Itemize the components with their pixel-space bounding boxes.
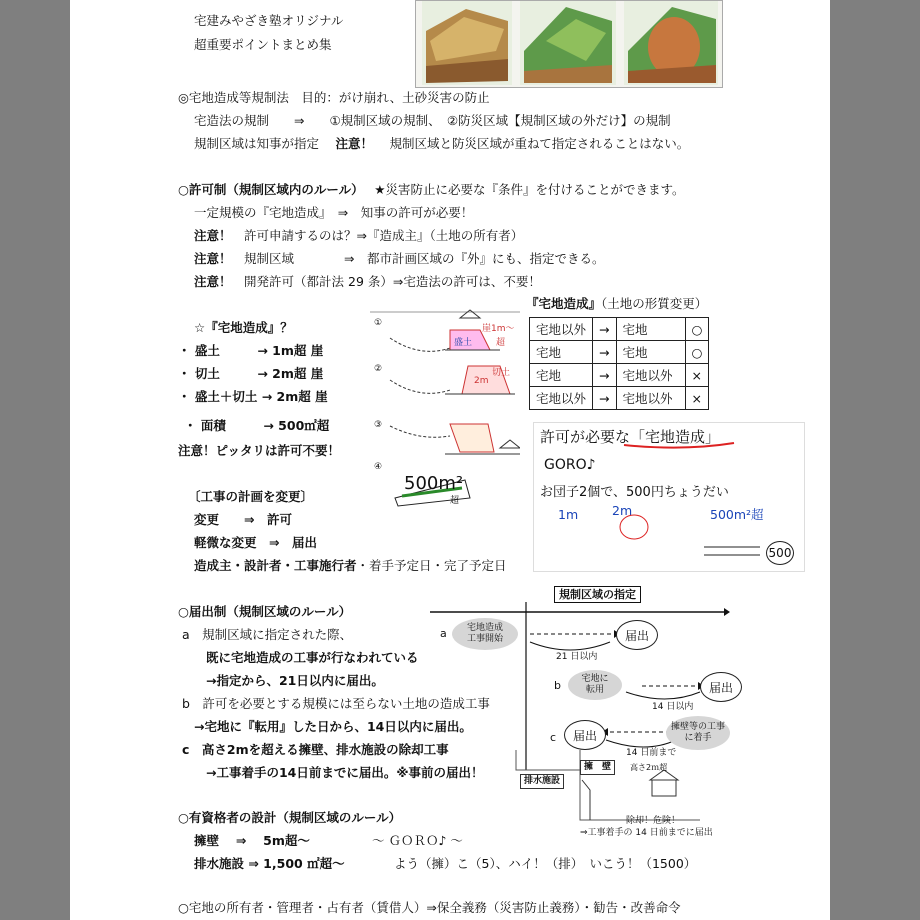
cell-from: 宅地 [530,341,593,364]
diagram-b-convert: 宅地に 転用 [568,670,622,700]
table-row [530,318,709,341]
caution: 注意！ [194,228,232,243]
diagram-a-days: 21 日以内 [556,652,598,662]
henkou-l2: 軽微な変更 ⇒ 届出 [194,535,317,550]
diagram-a-notify: 届出 [616,620,658,650]
sketch-number: ④ [374,462,383,472]
sec1-line2-text: 規制区域は知事が指定 [194,136,320,151]
diagram-wall-height: 高さ2ｍ超 [630,763,668,772]
cell-mark: ○ [685,318,709,341]
hand-2m: 2m [612,503,633,518]
sec2-l1: 一定規模の『宅地造成』 ⇒ 知事の許可が必要！ [194,205,474,220]
diagram-b-notify: 届出 [700,672,742,702]
diagram-c-label: c [550,731,557,744]
zosei-row4: ・ 面積 → 500㎡超 [184,418,330,433]
sketch-label: 盛土 [454,338,473,348]
diagram-note2: ⇒工事着手の 14 日前までに届出 [580,828,713,838]
diagram-c-start: 擁壁等の工事 に着手 [666,716,730,750]
table-title-main: 『宅地造成』 [526,296,602,311]
todoke-c1: c 高さ2mを超える擁壁、排水施設の除却工事 [182,742,449,757]
table-title [526,296,707,312]
diagram-drain: 排水施設 [520,774,564,789]
sketch-label: 超 [450,496,460,506]
henkou-l1: 変更 ⇒ 許可 [194,512,292,527]
sec2-title [178,182,685,198]
zosei-row2: ・ 切土 → 2m超 崖 [178,366,324,381]
diagram-b-label: b [554,679,561,692]
caution: 注意！ [194,251,232,266]
todoke-b1: b 許可を必要とする規模には至らない土地の造成工事 [182,696,490,711]
sec1-title: ◎宅地造成等規制法 目的：がけ崩れ、土砂災害の防止 [178,90,490,105]
hand-mnemonic: お団子2個で、500円ちょうだい [540,485,729,500]
cell-from: 宅地 [530,364,593,387]
sketch-label: 切土 [492,368,511,378]
hand-500: 500m²超 [710,507,764,522]
henkou-title: 〔工事の計画を変更〕 [188,489,314,504]
footer-line: ○宅地の所有者・管理者・占有者（賃借人）⇒保全義務（災害防止義務）・勧告・改善命令 [178,900,681,915]
sec2-l4 [194,274,541,290]
todoke-a1: a 規制区域に指定された際、 [182,627,353,642]
viewer-margin-left [0,0,70,920]
cell-from: 宅地以外 [530,387,593,410]
sec1-caution: 注意！ [335,136,374,151]
todoke-a3: →指定から、21日以内に届出。 [206,673,384,688]
hand-1m: 1m [558,507,579,522]
cell-mark: × [685,387,709,410]
hand-title: 許可が必要な「宅地造成」 [540,428,721,446]
sketch-area-label: 500m² [404,473,464,494]
shikaku-l2: 排水施設 ⇒ 1,500 ㎡超～ [194,856,345,871]
diagram-a-label: a [440,627,447,640]
diagram-header: 規制区域の指定 [554,586,641,603]
shikaku-l1: 擁壁 ⇒ 5m超～ [194,833,310,848]
sketch-label: 超 [496,338,506,348]
todoke-b2: →宅地に『転用』した日から、14日以内に届出。 [194,719,472,734]
cell-mark: × [685,364,709,387]
header-line1: 宅建みやざき塾オリジナル [194,13,344,28]
todoke-a2: 既に宅地造成の工事が行なわれている [206,650,419,665]
hand-circle-500: 500 [766,541,794,565]
henkou-l3 [194,558,507,574]
table-row [530,341,709,364]
diagram-b-days: 14 日以内 [652,702,694,712]
diagram-a-start: 宅地造成 工事開始 [452,618,518,650]
cell-from: 宅地以外 [530,318,593,341]
sec2-title-text: ○許可制（規制区域内のルール） [178,182,358,197]
sec1-line2-rest: 規制区域と防災区域が重ねて指定されることはない。 [389,136,690,151]
diagram-note1: 除却！危険！ [626,816,681,826]
sketch-label: 崖1m～ [482,324,515,334]
viewer-margin-right [830,0,920,920]
diagram-c-days: 14 日前まで [626,748,677,758]
sec1-line1: 宅造法の規制 ⇒ ①規制区域の規制、 ②防災区域【規制区域の外だけ】の規制 [194,113,671,128]
sketch-number: ② [374,364,383,374]
sketch-label: 2m [474,376,489,386]
henkou-l3-bold: 造成主・設計者・工事施行者 [194,558,357,573]
todoke-title: ○届出制（規制区域のルール） [178,604,352,619]
table-title-sub: （土地の形質変更） [601,296,708,311]
zosei-sketches [370,308,520,508]
cell-mark: ○ [685,341,709,364]
timeline-diagram [430,580,733,840]
sec2-l3-text: 規制区域 ⇒ 都市計画区域の『外』にも、指定できる。 [244,251,605,266]
sec1-line2 [194,136,689,152]
cell-to: 宅地以外 [616,364,685,387]
sec2-l3 [194,251,605,267]
cell-to: 宅地 [616,341,685,364]
shikaku-title: ○有資格者の設計（規制区域のルール） [178,810,402,825]
diagram-wall: 擁 壁 [580,760,615,775]
zosei-heading: ☆『宅地造成』？ [194,320,293,335]
sketch-number: ① [374,318,383,328]
cell-to: 宅地 [616,318,685,341]
hand-marks [534,423,804,571]
shikaku-mnemonic: よう（擁）こ（5）、ハイ！（排） いこう！（1500） [394,856,697,871]
zosei-row3: ・ 盛土＋切土 → 2m超 崖 [178,389,328,404]
table-row [530,387,709,410]
caution: 注意！ [194,274,232,289]
document-page [70,0,830,920]
henkou-l3-rest: ・着手予定日・完了予定日 [356,558,507,573]
shikaku-goro: ～ ＧＯＲＯ♪ ～ [372,833,463,848]
cell-arrow: → [593,318,616,341]
landslide-images [416,1,722,87]
sketch-number: ③ [374,420,383,430]
zosei-row1: ・ 盛土 → 1m超 崖 [178,343,324,358]
cell-arrow: → [593,341,616,364]
hand-goro: GORO♪ [544,457,596,473]
sec2-l4-text: 開発許可（都計法 29 条）⇒宅造法の許可は、不要！ [244,274,541,289]
cell-to: 宅地以外 [616,387,685,410]
landslide-illustrations [415,0,723,88]
cell-arrow: → [593,364,616,387]
diagram-c-notify: 届出 [564,720,606,750]
todoke-c2: →工事着手の14日前までに届出。※事前の届出！ [206,765,484,780]
sec2-l2 [194,228,523,244]
zosei-table [529,317,709,410]
cell-arrow: → [593,387,616,410]
header-line2: 超重要ポイントまとめ集 [194,37,332,52]
sec2-l2-text: 許可申請するのは？⇒『造成主』（土地の所有者） [244,228,524,243]
zosei-note: 注意！ピッタリは許可不要！ [178,443,341,458]
table-row [530,364,709,387]
handwritten-note [533,422,805,572]
sec2-star-note: ★災害防止に必要な『条件』を付けることができます。 [374,182,685,197]
